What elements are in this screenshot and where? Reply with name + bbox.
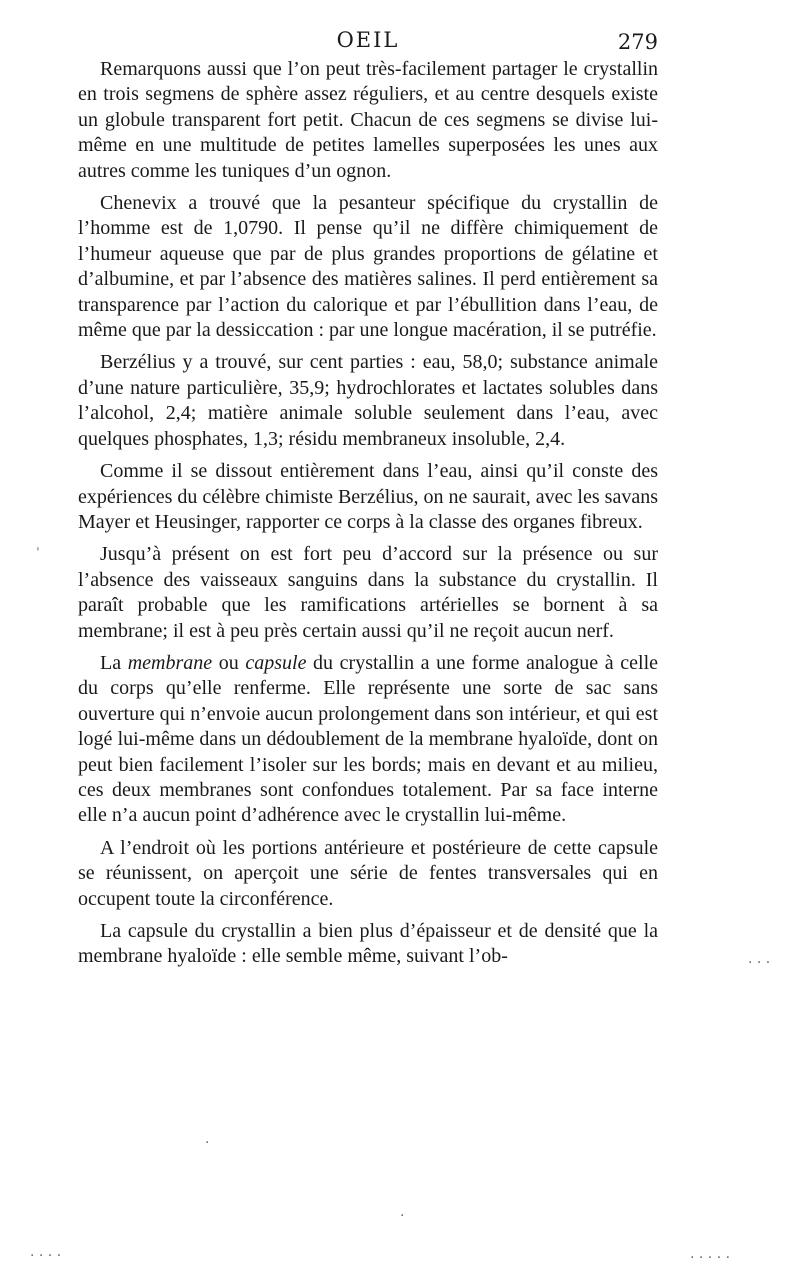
term-membrane: membrane [127, 651, 213, 674]
paragraph-chenevix-density: Chenevix a trouvé que la pesanteur spécifique du crystallin de l’homme est de 1,0790. Il pense qu’il ne diffère chimiquement de l’humeur aqueuse que par de plus grandes proportions de gélatine et d’albumine, et par l’absence des matières salines. Il perd entièrement sa transparence par l’action du calorique et par l’ébullition dans l’eau, de même que par la dessiccation : par une longue macération, il se putréfie. [78, 192, 658, 342]
margin-speck: · [400, 1208, 405, 1224]
running-head [78, 28, 658, 58]
term-capsule: capsule [245, 651, 307, 674]
capsule-text-middle: ou [212, 651, 246, 674]
page-number: 279 [617, 30, 658, 54]
paragraph-crystallin-segments: Remarquons aussi que l’on peut très-facilement partager le crystallin en trois segmens de sphère assez réguliers, et au centre desquels existe un globule transparent fort petit. Chacun de ces segmens se divise lui-même en une multitude de petites lamelles superposées les unes aux autres comme les tuniques d’un ognon. [78, 58, 658, 182]
paragraph-capsule-membrane [78, 651, 658, 829]
margin-speck: ˈ [36, 546, 40, 562]
margin-speck: · · · · [30, 1248, 62, 1264]
margin-speck: · · · · · [690, 1250, 731, 1266]
paragraph-capsule-thickness: La capsule du crystallin a bien plus d’épaisseur et de densité que la membrane hyaloïde : elle semble même, suivant l’ob- [78, 920, 658, 968]
paragraph-blood-vessels: Jusqu’à présent on est fort peu d’accord sur la présence ou sur l’absence des vaisseaux sanguins dans la substance du crystallin. Il paraît probable que les ramifications artérielles se bornent à sa membrane; il est à peu près certain aussi qu’il ne reçoit aucun nerf. [78, 543, 658, 642]
margin-speck: · [205, 1135, 210, 1151]
capsule-text-before: La [100, 651, 128, 674]
paragraph-capsule-fissures: A l’endroit où les portions antérieure et postérieure de cette capsule se réunissent, on aperçoit une série de fentes transversales qui en occupent toute la circonférence. [78, 836, 658, 910]
capsule-text-after: du crystallin a une forme analogue à celle du corps qu’elle renferme. Elle représente une sorte de sac sans ouverture qui n’envoie aucun prolongement dans son intérieur, et qui est logé lui-même dans un dédoublement de la membrane hyaloïde, dont on peut bien facilement l’isoler sur les bords; mais en devant et au milieu, ces deux membranes sont confondues totalement. Par sa face interne elle n’a aucun point d’adhérence avec le crystallin lui-même. [78, 651, 659, 827]
running-title: OEIL [336, 28, 400, 52]
margin-speck: · · · [748, 955, 771, 971]
paragraph-dissolution: Comme il se dissout entièrement dans l’eau, ainsi qu’il conste des expériences du célèbre chimiste Berzélius, on ne saurait, avec les savans Mayer et Heusinger, rapporter ce corps à la classe des organes fibreux. [78, 460, 658, 533]
body-text [78, 57, 658, 970]
paragraph-berzelius-analysis: Berzélius y a trouvé, sur cent parties : eau, 58,0; substance animale d’une nature particulière, 35,9; hydrochlorates et lactates solubles dans l’alcohol, 2,4; matière animale soluble seulement dans l’eau, avec quelques phosphates, 1,3; résidu membraneux insoluble, 2,4. [78, 351, 658, 450]
